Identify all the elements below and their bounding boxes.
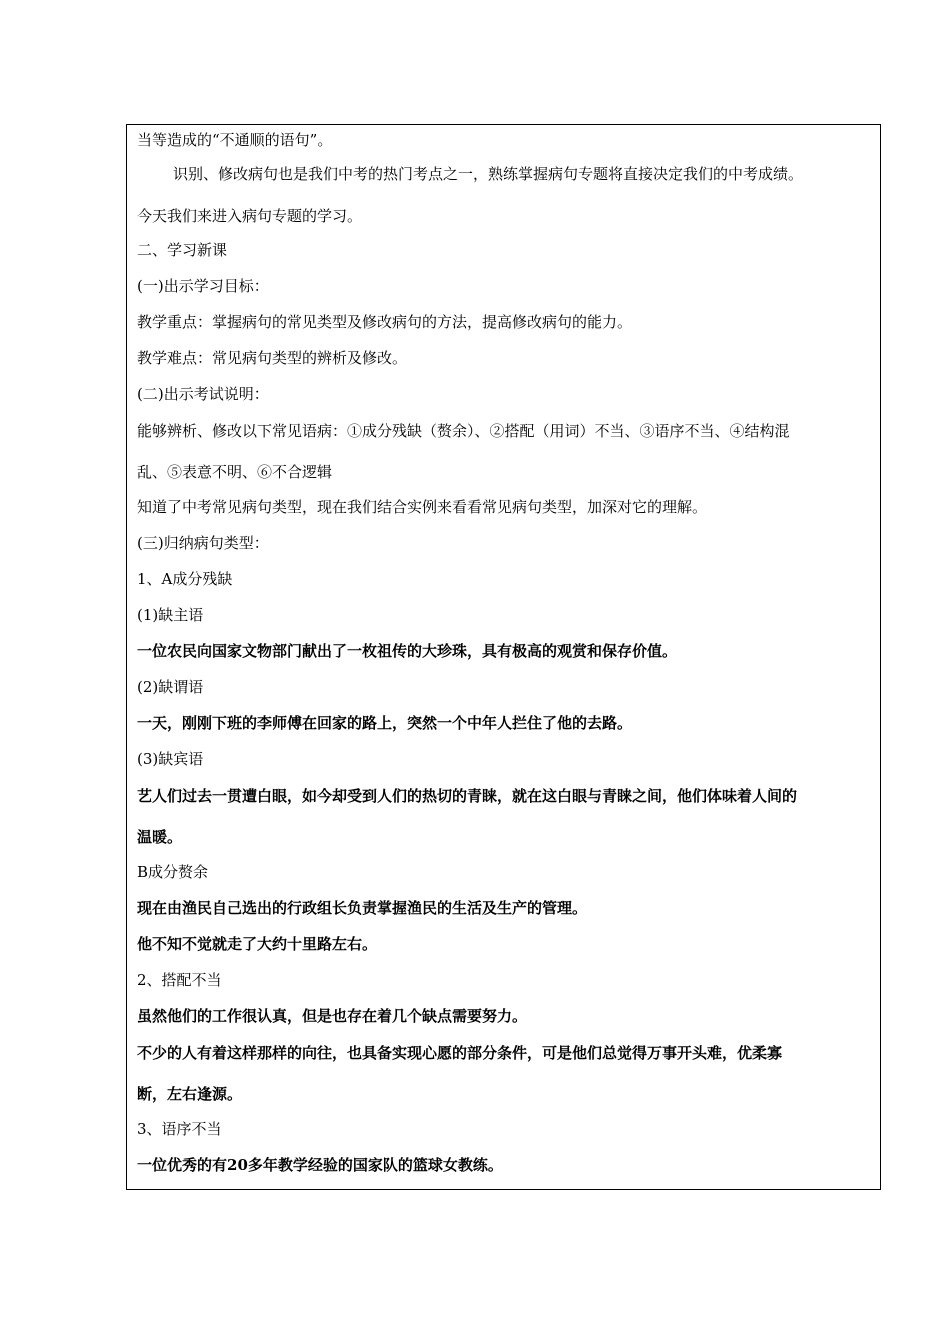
example-sentence: 一位农民向国家文物部门献出了一枚祖传的大珍珠，具有极高的观赏和保存价值。 bbox=[137, 642, 678, 660]
text-line: 1、A成分残缺 bbox=[137, 570, 233, 588]
text-line: 当等造成的“不通顺的语句”。 bbox=[137, 131, 333, 149]
example-sentence: 艺人们过去一贯遭白眼，如今却受到人们的热切的青睐，就在这白眼与青睐之间，他们体味着人间的 bbox=[137, 787, 798, 805]
text-line: (1)缺主语 bbox=[137, 606, 204, 624]
example-sentence: 现在由渔民自己选出的行政组长负责掌握渔民的生活及生产的管理。 bbox=[137, 899, 588, 917]
example-sentence: 一位优秀的有20多年教学经验的国家队的篮球女教练。 bbox=[137, 1156, 503, 1174]
text-line: (二)出示考试说明： bbox=[137, 385, 269, 403]
example-sentence: 虽然他们的工作很认真，但是也存在着几个缺点需要努力。 bbox=[137, 1007, 528, 1025]
text-line: 2、搭配不当 bbox=[137, 971, 222, 989]
example-sentence: 不少的人有着这样那样的向往，也具备实现心愿的部分条件，可是他们总觉得万事开头难，优柔寡 bbox=[137, 1044, 783, 1062]
example-sentence: 断，左右逢源。 bbox=[137, 1085, 243, 1103]
text-line: 能够辨析、修改以下常见语病：①成分残缺（赘余）、②搭配（用词）不当、③语序不当、④结构混 bbox=[137, 422, 790, 440]
text-line: 教学难点：常见病句类型的辨析及修改。 bbox=[137, 349, 408, 367]
text-line: 乱、⑤表意不明、⑥不合逻辑 bbox=[137, 463, 333, 481]
text-line: B成分赘余 bbox=[137, 863, 209, 881]
text-line: 识别、修改病句也是我们中考的热门考点之一，熟练掌握病句专题将直接决定我们的中考成绩。 bbox=[173, 165, 804, 183]
text-line: (2)缺谓语 bbox=[137, 678, 204, 696]
text-line: 3、语序不当 bbox=[137, 1120, 222, 1138]
content-frame bbox=[126, 124, 881, 1190]
text-line: (一)出示学习目标： bbox=[137, 277, 269, 295]
text-line: (3)缺宾语 bbox=[137, 750, 204, 768]
text-line: 教学重点：掌握病句的常见类型及修改病句的方法，提高修改病句的能力。 bbox=[137, 313, 633, 331]
example-sentence: 温暖。 bbox=[137, 828, 183, 846]
section-heading: 二、学习新课 bbox=[137, 241, 228, 259]
text-line: 知道了中考常见病句类型，现在我们结合实例来看看常见病句类型，加深对它的理解。 bbox=[137, 498, 708, 516]
example-sentence: 一天，刚刚下班的李师傅在回家的路上，突然一个中年人拦住了他的去路。 bbox=[137, 714, 633, 732]
text-line: 今天我们来进入病句专题的学习。 bbox=[137, 207, 363, 225]
example-sentence: 他不知不觉就走了大约十里路左右。 bbox=[137, 935, 378, 953]
text-line: (三)归纳病句类型： bbox=[137, 534, 269, 552]
